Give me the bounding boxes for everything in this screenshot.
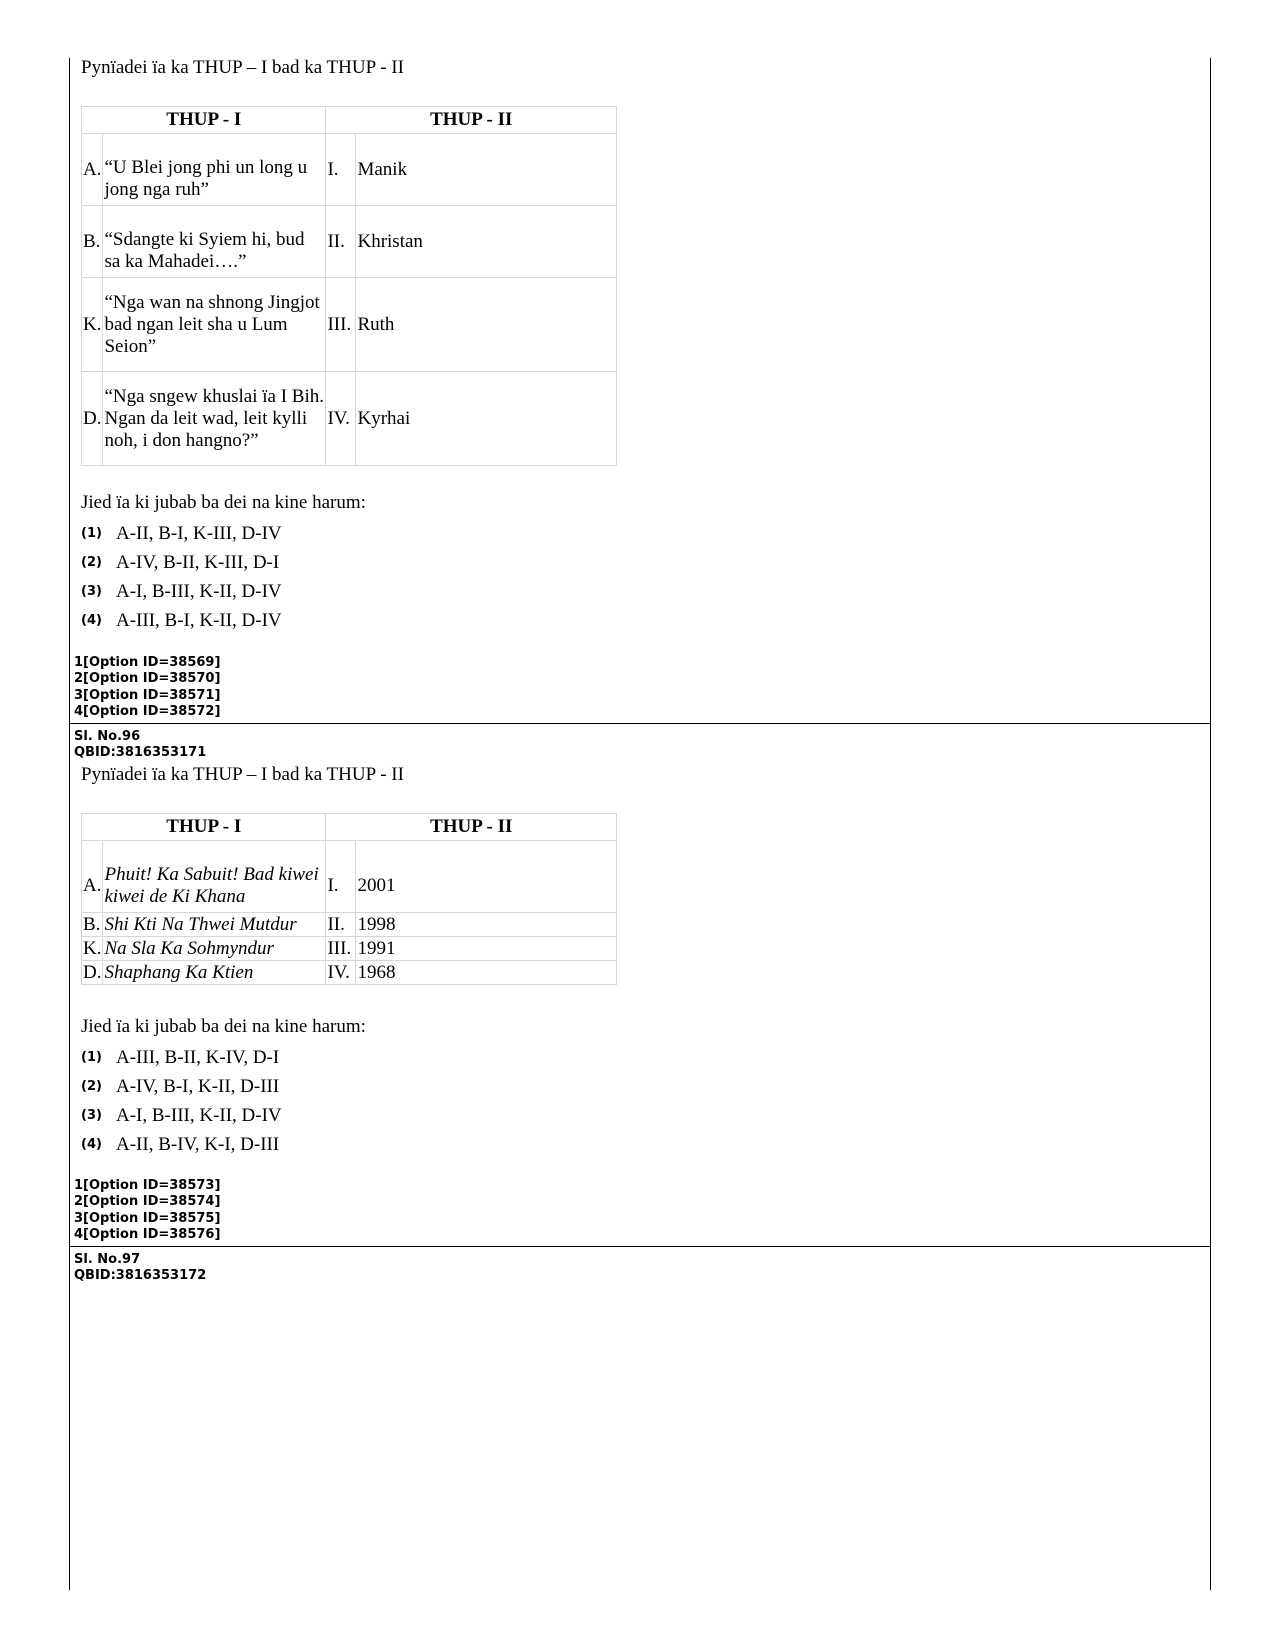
row-right-text: Manik (356, 134, 617, 206)
question-divider (69, 1246, 1211, 1247)
option-text: A-I, B-III, K-II, D-IV (116, 1104, 282, 1126)
serial-number: Sl. No.96 (74, 729, 141, 744)
option-id: 1[Option ID=38573] (74, 1178, 221, 1193)
row-right-label: II. (326, 206, 356, 278)
row-right-text: 1998 (356, 913, 617, 937)
row-left-text: “Nga sngew khuslai ïa I Bih. Ngan da leit wad, leit kylli noh, i don hangno?” (103, 372, 326, 466)
question-96-options (81, 1043, 282, 1159)
option-number: (3) (81, 1108, 102, 1123)
option-number: (1) (81, 526, 102, 541)
option-number: (2) (81, 1079, 102, 1094)
row-right-text: 2001 (356, 841, 617, 913)
row-right-label: III. (326, 937, 356, 961)
row-left-text: Shi Kti Na Thwei Mutdur (103, 913, 326, 937)
page-frame-right-border (1210, 58, 1211, 1590)
option-text: A-IV, B-I, K-II, D-III (116, 1075, 280, 1097)
question-95-options (81, 519, 282, 635)
row-right-text: Kyrhai (356, 372, 617, 466)
page-frame-left-border (69, 58, 70, 1590)
row-left-text: Na Sla Ka Sohmyndur (103, 937, 326, 961)
option-number: (3) (81, 584, 102, 599)
option-1[interactable] (81, 519, 282, 548)
option-id: 2[Option ID=38574] (74, 1194, 221, 1210)
question-95-prompt: Pynïadei ïa ka THUP – I bad ka THUP - II (81, 57, 404, 78)
qbid: QBID:3816353172 (74, 1268, 207, 1284)
row-label: A. (82, 134, 103, 206)
row-label: B. (82, 913, 103, 937)
row-left-text: Shaphang Ka Ktien (103, 961, 326, 985)
option-4[interactable] (81, 606, 282, 635)
question-divider (69, 723, 1211, 724)
question-95-instruction: Jied ïa ki jubab ba dei na kine harum: (81, 492, 366, 513)
row-label: K. (82, 278, 103, 372)
table-row (82, 278, 617, 372)
option-id: 3[Option ID=38575] (74, 1210, 221, 1226)
option-id: 4[Option ID=38572] (74, 703, 221, 719)
table-row (82, 913, 617, 937)
question-96-prompt: Pynïadei ïa ka THUP – I bad ka THUP - II (81, 764, 404, 785)
question-97-header (74, 1252, 206, 1285)
option-text: A-II, B-I, K-III, D-IV (116, 522, 282, 544)
option-number: (2) (81, 555, 102, 570)
table-row (82, 206, 617, 278)
qbid: QBID:3816353171 (74, 745, 207, 761)
row-right-text: 1968 (356, 961, 617, 985)
row-label: D. (83, 961, 102, 983)
row-left-text: “Nga wan na shnong Jingjot bad ngan leit sha u Lum Seion” (103, 278, 326, 372)
row-left-text: “U Blei jong phi un long u jong nga ruh” (103, 134, 326, 206)
table-row (82, 961, 617, 985)
column-header-thup-2: THUP - II (326, 107, 617, 134)
option-2[interactable] (81, 1072, 282, 1101)
option-3[interactable] (81, 1101, 282, 1130)
question-96-instruction: Jied ïa ki jubab ba dei na kine harum: (81, 1016, 366, 1037)
question-95-option-ids (74, 655, 220, 720)
option-1[interactable] (81, 1043, 282, 1072)
row-right-text: Khristan (356, 206, 617, 278)
option-id: 2[Option ID=38570] (74, 671, 221, 687)
row-right-label: II. (326, 913, 356, 937)
table-row (82, 841, 617, 913)
row-label: A. (82, 841, 103, 913)
serial-number: Sl. No.97 (74, 1252, 141, 1267)
option-number: (4) (81, 613, 102, 628)
option-number: (1) (81, 1050, 102, 1065)
column-header-thup-2: THUP - II (326, 814, 617, 841)
row-right-label: IV. (326, 961, 356, 985)
table-row (82, 372, 617, 466)
option-text: A-II, B-IV, K-I, D-III (116, 1133, 280, 1155)
option-2[interactable] (81, 548, 282, 577)
option-id: 3[Option ID=38571] (74, 687, 221, 703)
row-right-text: Ruth (356, 278, 617, 372)
row-left-text: “Sdangte ki Syiem hi, bud sa ka Mahadei….” (103, 206, 326, 278)
question-96-option-ids (74, 1178, 220, 1243)
option-3[interactable] (81, 577, 282, 606)
table-row (82, 937, 617, 961)
option-number: (4) (81, 1137, 102, 1152)
row-label: K. (83, 937, 102, 959)
option-id: 1[Option ID=38569] (74, 655, 221, 670)
question-95-match-table (81, 106, 617, 466)
row-right-label: I. (326, 134, 356, 206)
column-header-thup-1: THUP - I (82, 107, 326, 134)
option-id: 4[Option ID=38576] (74, 1226, 221, 1242)
row-right-label: IV. (326, 372, 356, 466)
table-row (82, 134, 617, 206)
option-text: A-III, B-II, K-IV, D-I (116, 1046, 280, 1068)
row-left-text: Phuit! Ka Sabuit! Bad kiwei kiwei de Ki Khana (103, 841, 326, 913)
row-label: D. (82, 372, 103, 466)
row-right-label: III. (326, 278, 356, 372)
row-label: B. (82, 206, 103, 278)
row-right-text: 1991 (356, 937, 617, 961)
question-96-match-table (81, 813, 617, 985)
option-text: A-IV, B-II, K-III, D-I (116, 551, 280, 573)
question-96-header (74, 729, 206, 762)
option-text: A-III, B-I, K-II, D-IV (116, 609, 282, 631)
column-header-thup-1: THUP - I (82, 814, 326, 841)
option-4[interactable] (81, 1130, 282, 1159)
row-right-label: I. (326, 841, 356, 913)
option-text: A-I, B-III, K-II, D-IV (116, 580, 282, 602)
